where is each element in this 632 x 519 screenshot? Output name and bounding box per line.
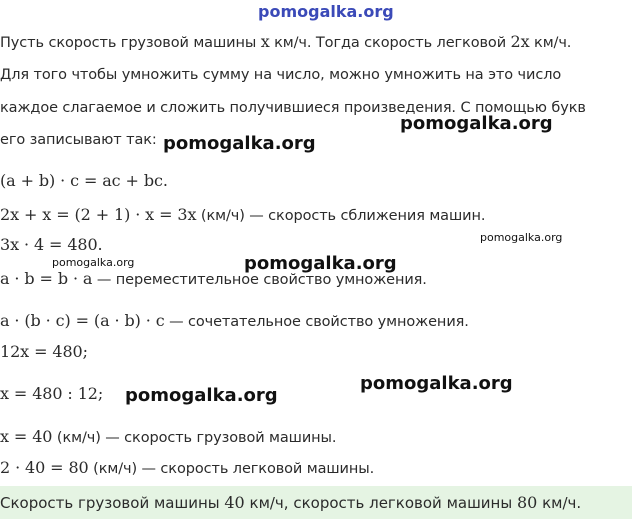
watermark: pomogalka.org	[163, 133, 316, 154]
watermark: pomogalka.org	[360, 373, 513, 394]
equation-4-text: — переместительное свойство умножения.	[92, 272, 427, 288]
line1-part-c: км/ч.	[529, 35, 572, 51]
equation-2-text: (км/ч) — скорость сближения машин.	[196, 208, 486, 224]
line1-part-a: Пусть скорость грузовой машины	[0, 35, 261, 51]
answer-number-1: 40	[224, 493, 245, 512]
answer-text	[0, 493, 581, 512]
answer-part-c: км/ч.	[537, 494, 582, 512]
equation-line-9	[0, 459, 374, 478]
answer-part-b: км/ч, скорость легковой машины	[244, 494, 517, 512]
watermark: pomogalka.org	[480, 231, 563, 244]
equation-5-math: a · (b · c) = (a · b) · c	[0, 311, 165, 330]
equation-9-text: (км/ч) — скорость легковой машины.	[88, 461, 375, 477]
equation-9-math: 2 · 40 = 80	[0, 458, 89, 477]
equation-line-6: 12x = 480;	[0, 342, 88, 361]
watermark: pomogalka.org	[125, 385, 278, 406]
equation-2-math: 2x + x = (2 + 1) · x = 3x	[0, 205, 197, 224]
equation-line-7: x = 480 : 12;	[0, 384, 104, 403]
text-line-2: Для того чтобы умножить сумму на число, можно умножить на это число	[0, 67, 562, 83]
formula-distributive: (a + b) · c = ac + bc.	[0, 171, 168, 190]
equation-line-5	[0, 312, 469, 331]
answer-number-2: 80	[516, 493, 538, 512]
watermark: pomogalka.org	[244, 253, 397, 274]
text-line-1	[0, 33, 571, 52]
equation-8-math: x = 40	[0, 427, 53, 446]
text-line-3: каждое слагаемое и сложить получившиеся произведения. С помощью букв	[0, 100, 586, 116]
equation-line-2	[0, 206, 485, 225]
answer-box	[0, 486, 632, 519]
watermark: pomogalka.org	[52, 256, 135, 269]
answer-part-a: Скорость грузовой машины	[0, 494, 225, 512]
watermark: pomogalka.org	[400, 113, 553, 134]
line1-part-b: км/ч. Тогда скорость легковой	[269, 35, 511, 51]
equation-line-8	[0, 428, 336, 447]
equation-8-text: (км/ч) — скорость грузовой машины.	[52, 430, 337, 446]
text-line-4: его записывают так:	[0, 132, 157, 148]
var-x: x	[260, 32, 270, 51]
var-2x: 2x	[510, 32, 530, 51]
equation-line-3: 3x · 4 = 480.	[0, 235, 103, 254]
equation-4-math: a · b = b · a	[0, 269, 93, 288]
equation-5-text: — сочетательное свойство умножения.	[164, 314, 469, 330]
watermark-top: pomogalka.org	[258, 2, 394, 21]
